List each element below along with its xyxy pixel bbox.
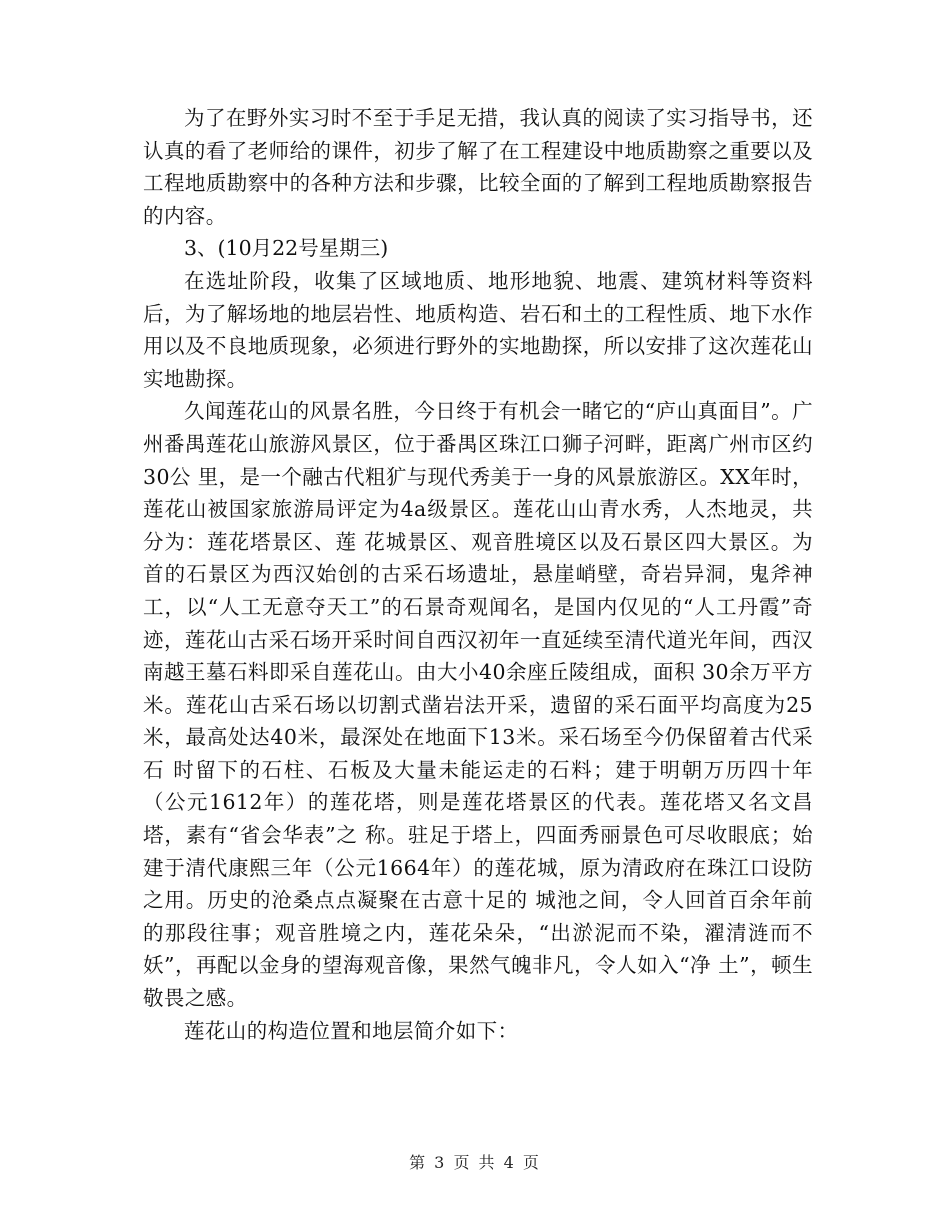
document-body [143, 102, 813, 1047]
section-heading-day3: 3、(10月22号星期三) [184, 236, 389, 261]
paragraph-site-selection: 在选址阶段，收集了区域地质、地形地貌、地震、建筑材料等资料后，为了解场地的地层岩性、地质构造、岩石和土的工程性质、地下水作用以及不良地质现象，必须进行野外的实地勘探，所以安排了这次莲花山实地勘探。 [143, 268, 813, 391]
paragraph-study-prep: 为了在野外实习时不至于手足无措，我认真的阅读了实习指导书，还认真的看了老师给的课件，初步了解了在工程建设中地质勘察之重要以及工程地质勘察中的各种方法和步骤，比较全面的了解到工程地质勘察报告的内容。 [143, 106, 813, 228]
page-footer: 第 3 页 共 4 页 [409, 1153, 541, 1172]
paragraph-structure-intro: 莲花山的构造位置和地层简介如下： [184, 1018, 519, 1043]
paragraph-lianhuashan-intro: 久闻莲花山的风景名胜，今日终于有机会一睹它的“庐山真面目”。广州番禺莲花山旅游风景区，位于番禺区珠江口狮子河畔，距离广州市区约30公 里，是一个融古代粗犷与现代秀美于一身的风景旅游区。XX年时，莲花山被国家旅游局评定为4a级景区。莲花山山青水秀，人杰地灵，共分为：莲花塔景区、莲 花城景区、观音胜境区以及石景区四大景区。为首的石景区为西汉始创的古采石场遗址，悬崖峭壁，奇岩异洞，鬼斧神工，以“人工无意夺天工”的石景奇观闻名，是国内仅见的“人工丹霞”奇迹，莲花山古采石场开采时间自西汉初年一直延续至清代道光年间，西汉南越王墓石料即采自莲花山。由大小40余座丘陵组成，面积 30余万平方米。莲花山古采石场以切割式凿岩法开采，遗留的采石面平均高度为25米，最高处达40米，最深处在地面下13米。采石场至今仍保留着古代采石 时留下的石柱、石板及大量未能运走的石料；建于明朝万历四十年（公元1612年）的莲花塔，则是莲花塔景区的代表。莲花塔又名文昌塔，素有“省会华表”之 称。驻足于塔上，四面秀丽景色可尽收眼底；始建于清代康熙三年（公元1664年）的莲花城，原为清政府在珠江口设防之用。历史的沧桑点点凝聚在古意十足的 城池之间，令人回首百余年前的那段往事；观音胜境之内，莲花朵朵，“出淤泥而不染，濯清涟而不妖”，再配以金身的望海观音像，果然气魄非凡，令人如入“净 土”，顿生敬畏之感。 [143, 399, 813, 1011]
